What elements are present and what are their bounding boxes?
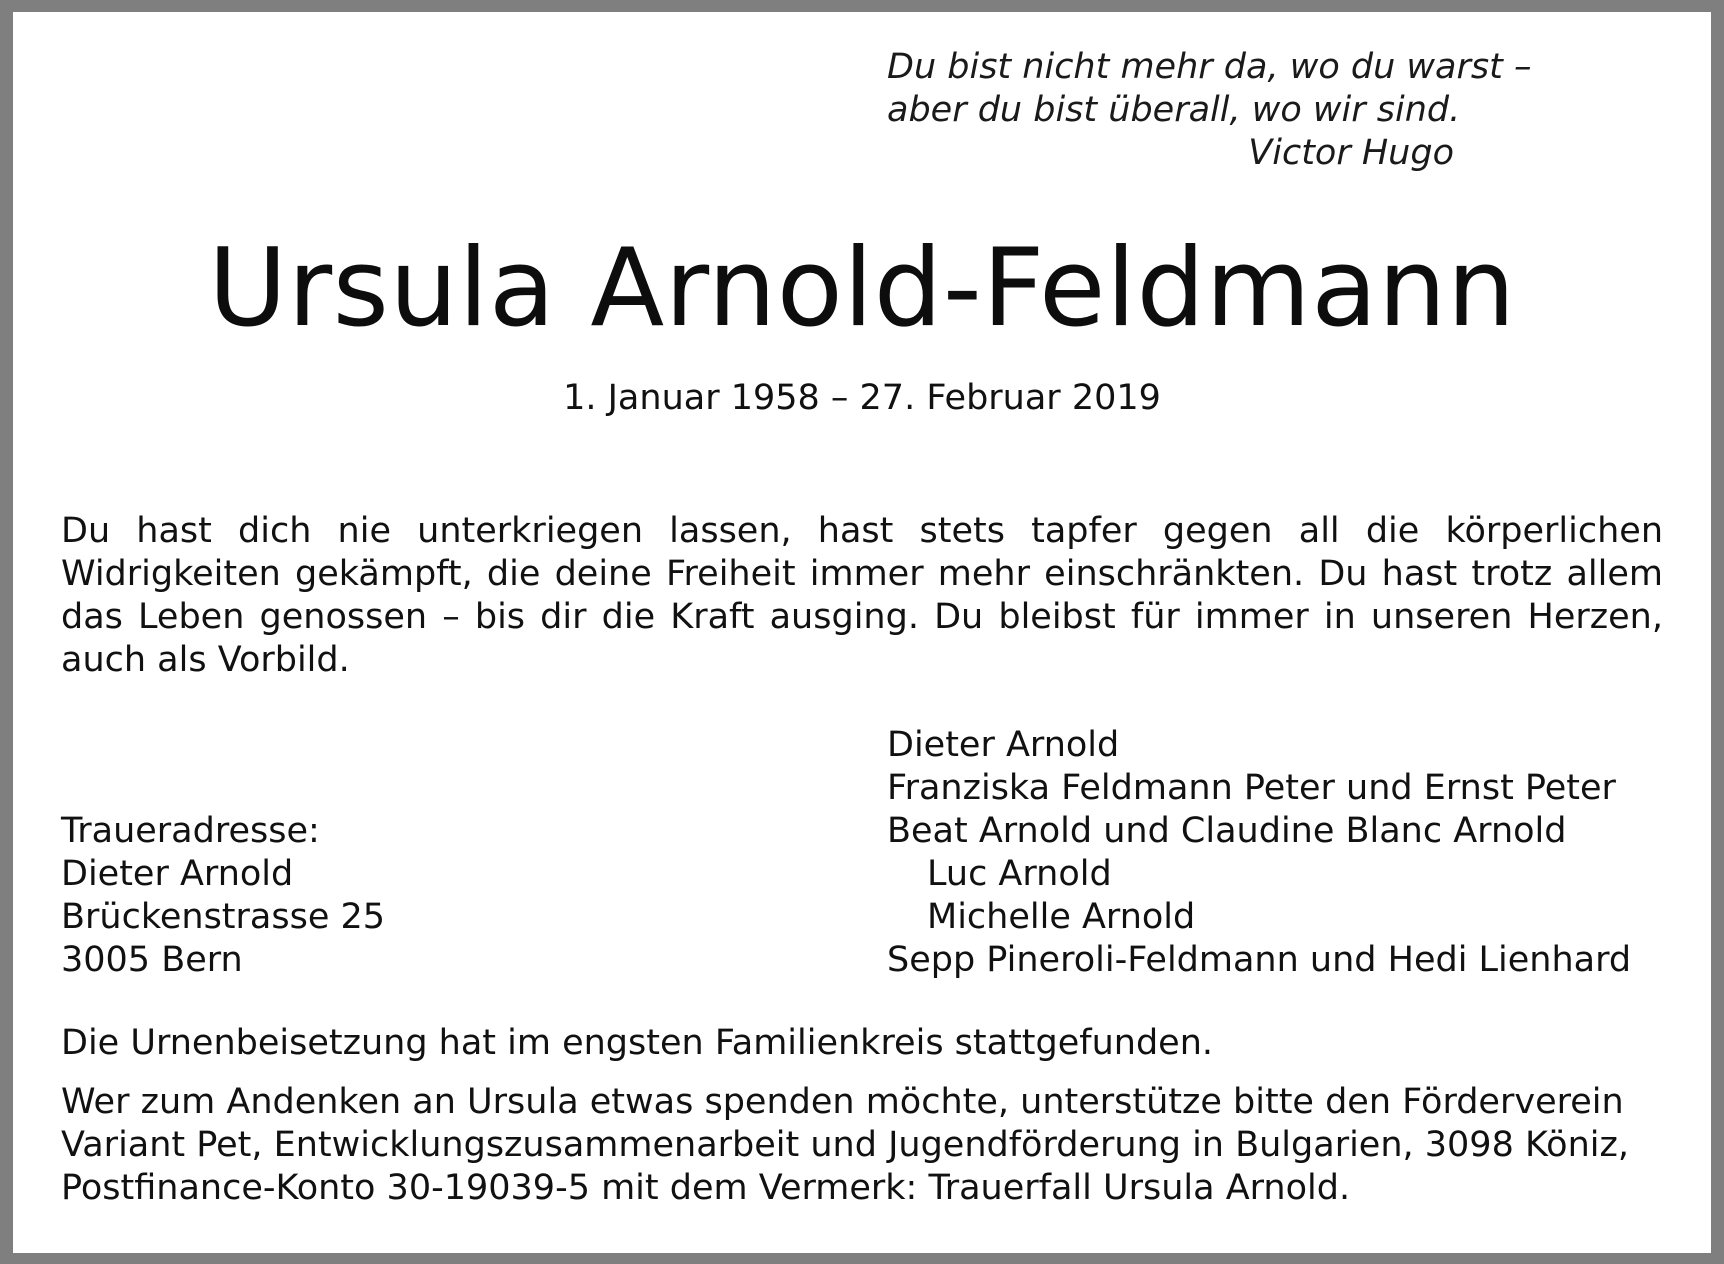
tribute-paragraph: Du hast dich nie unterkriegen lassen, hast stets tapfer gegen all die körperlichen Widrigkeiten gekämpft, die deine Freiheit immer mehr einschränkten. Du hast trotz allem das Leben genossen – bis dir die Kraft ausging. Du bleibst für immer in unseren Herzen, auch als Vorbild. <box>61 511 1663 680</box>
address-city: 3005 Bern <box>61 940 243 980</box>
donation-line-2: Variant Pet, Entwicklungszusammenarbeit und Jugendförderung in Bulgarien, 3098 Köniz, <box>61 1125 1629 1165</box>
mourner-row: Luc Arnold <box>927 854 1112 894</box>
mourning-address <box>61 810 661 982</box>
mourners-list <box>887 724 1687 982</box>
mourner-row: Sepp Pineroli-Feldmann und Hedi Lienhard <box>887 940 1632 980</box>
epigraph-quote <box>887 46 1567 175</box>
donation-line-1: Wer zum Andenken an Ursula etwas spenden möchte, unterstütze bitte den Förderverein <box>61 1082 1624 1122</box>
address-street: Brückenstrasse 25 <box>61 897 386 937</box>
donation-notice <box>61 1081 1663 1210</box>
deceased-name: Ursula Arnold-Feldmann <box>208 226 1516 351</box>
burial-notice: Die Urnenbeisetzung hat im engsten Familienkreis stattgefunden. <box>61 1023 1214 1063</box>
quote-line-1: Du bist nicht mehr da, wo du warst – <box>887 47 1532 87</box>
quote-author: Victor Hugo <box>1248 133 1454 173</box>
mourner-row: Beat Arnold und Claudine Blanc Arnold <box>887 811 1567 851</box>
address-label: Traueradresse: <box>61 811 320 851</box>
life-dates: 1. Januar 1958 – 27. Februar 2019 <box>563 378 1161 418</box>
donation-line-3: Postfinance-Konto 30-19039-5 mit dem Vermerk: Trauerfall Ursula Arnold. <box>61 1168 1351 1208</box>
mourner-row: Dieter Arnold <box>887 725 1120 765</box>
address-name: Dieter Arnold <box>61 854 294 894</box>
quote-line-2: aber du bist überall, wo wir sind. <box>887 90 1461 130</box>
mourner-row: Franziska Feldmann Peter und Ernst Peter <box>887 768 1616 808</box>
mourner-row: Michelle Arnold <box>927 897 1196 937</box>
